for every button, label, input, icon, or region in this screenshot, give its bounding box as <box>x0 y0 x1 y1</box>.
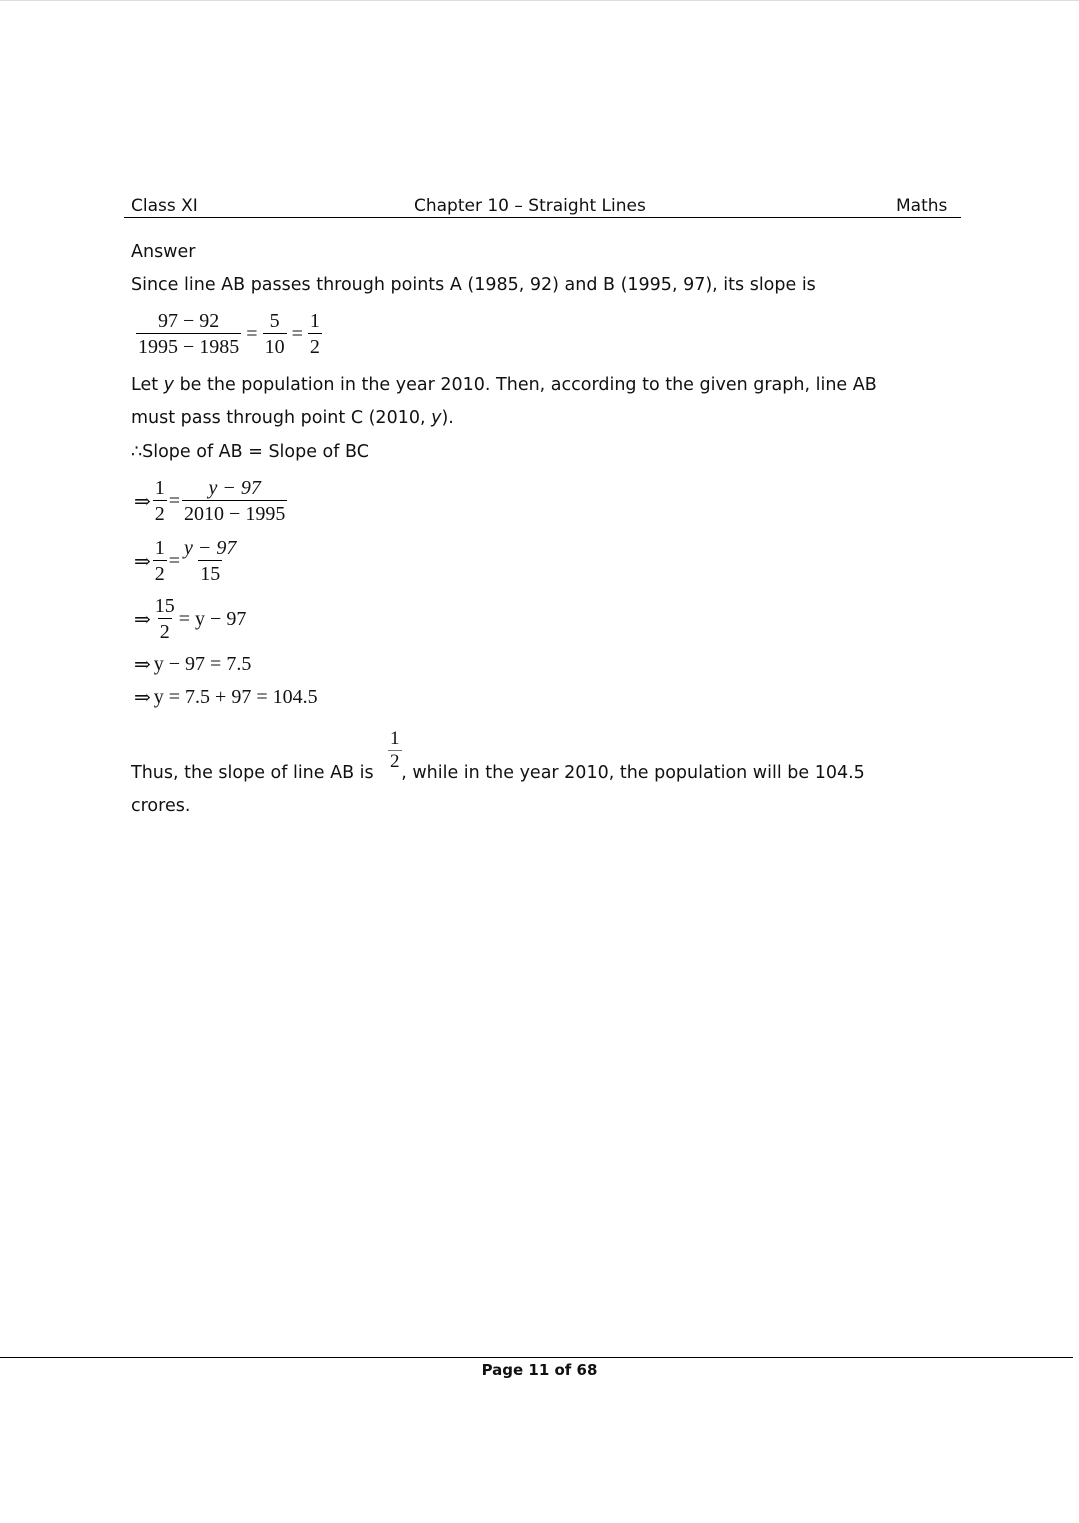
text-line-4: ∴Slope of AB = Slope of BC <box>131 442 369 462</box>
equals: = <box>168 490 181 512</box>
footer-rule <box>0 1357 1073 1358</box>
text: Thus, the slope of line AB is <box>131 763 380 783</box>
var-y: y <box>431 408 442 428</box>
text-line-2 <box>131 374 877 396</box>
page-number: Page 11 of 68 <box>481 1361 598 1379</box>
text: Let <box>131 375 164 395</box>
numerator: 1 <box>309 310 320 332</box>
step-4 <box>134 652 251 677</box>
numerator: 5 <box>269 310 280 332</box>
denominator: 2 <box>153 500 167 527</box>
implies-arrow: ⇒ <box>134 491 151 513</box>
header-class: Class XI <box>131 196 198 216</box>
text-line-1: Since line AB passes through points A (1985, 92) and B (1995, 97), its slope is <box>131 275 816 295</box>
denominator: 2 <box>308 333 322 360</box>
step-1 <box>134 476 289 527</box>
text: ). <box>441 408 454 428</box>
implies-arrow: ⇒ <box>134 609 151 631</box>
implies-arrow: ⇒ <box>134 551 151 573</box>
numerator: 1 <box>154 477 165 499</box>
text: , while in the year 2010, the population will be 104.5 <box>401 763 865 783</box>
header-chapter: Chapter 10 – Straight Lines <box>414 196 646 216</box>
step-2 <box>134 536 240 587</box>
conclusion-line-2: crores. <box>131 796 191 816</box>
step-5 <box>134 685 318 710</box>
numerator: y − 97 <box>184 537 237 559</box>
numerator: 97 − 92 <box>158 310 220 332</box>
page-top-border <box>0 0 1079 1</box>
numerator: 15 <box>154 595 175 617</box>
equals: = <box>291 323 303 345</box>
slope-equation <box>134 309 324 360</box>
denominator: 2 <box>153 560 167 587</box>
var-y: y <box>163 375 174 395</box>
numerator: 1 <box>390 728 400 749</box>
denominator: 2 <box>158 618 172 645</box>
numerator: y − 97 <box>208 477 261 499</box>
answer-heading: Answer <box>131 242 196 262</box>
implies-arrow: ⇒ <box>134 687 151 709</box>
rhs: = y − 97 <box>178 608 247 630</box>
expression: y − 97 = 7.5 <box>153 653 252 675</box>
text-line-3 <box>131 407 454 429</box>
header-rule <box>124 217 961 218</box>
denominator: 15 <box>198 560 222 587</box>
equals: = <box>246 323 258 345</box>
denominator: 1995 − 1985 <box>136 333 241 360</box>
equals: = <box>168 550 181 572</box>
implies-arrow: ⇒ <box>134 654 151 676</box>
denominator: 10 <box>263 333 287 360</box>
denominator: 2 <box>390 751 400 772</box>
expression: y = 7.5 + 97 = 104.5 <box>153 686 318 708</box>
conclusion-line <box>131 762 865 784</box>
text: be the population in the year 2010. Then, according to the given graph, line AB <box>174 375 877 395</box>
text: must pass through point C (2010, <box>131 408 432 428</box>
header-subject: Maths <box>896 196 948 216</box>
step-3 <box>134 594 246 645</box>
numerator: 1 <box>154 537 165 559</box>
denominator: 2010 − 1995 <box>182 500 287 527</box>
